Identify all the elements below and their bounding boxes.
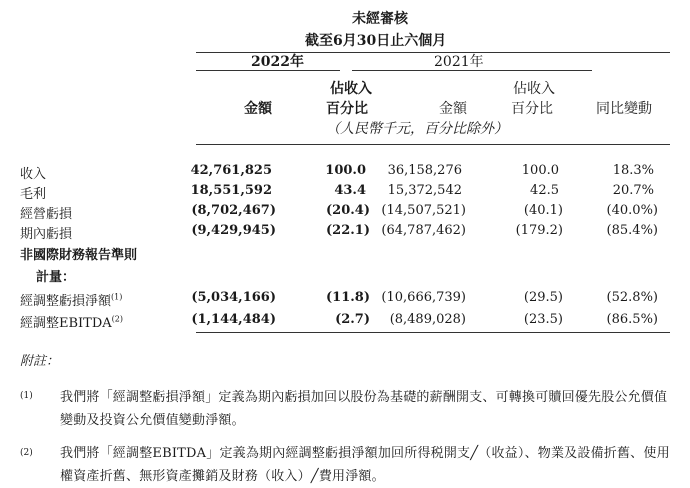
- note-marker-1: (1): [20, 391, 33, 401]
- footnote-ref: (2): [111, 314, 124, 324]
- pct-2022: (20.4): [326, 203, 370, 218]
- row-label: 經調整虧損淨額: [20, 294, 112, 309]
- yoy-change: 20.7%: [612, 183, 654, 198]
- col-pct-2021-line2: 百分比: [511, 101, 553, 117]
- non-ifrs-heading-cont: 計量：: [36, 270, 76, 285]
- row-label: 期內虧損: [20, 227, 73, 242]
- pct-2021: (179.2): [515, 223, 563, 238]
- row-label: 經調整EBITDA: [20, 316, 112, 331]
- unit-note: （人民幣千元，百分比除外）: [326, 121, 508, 137]
- pct-2021: (40.1): [523, 203, 563, 218]
- notes-heading: 附註：: [20, 354, 60, 369]
- amount-2022: 42,761,825: [190, 163, 272, 178]
- col-pct-2022-line2: 百分比: [326, 101, 368, 117]
- amount-2021: (10,666,739): [381, 290, 466, 305]
- pct-2021: (23.5): [523, 312, 563, 327]
- yoy-change: (52.8%): [606, 290, 658, 305]
- pct-2022: (11.8): [326, 290, 370, 305]
- yoy-change: 18.3%: [612, 163, 654, 178]
- row-label: 毛利: [20, 187, 47, 202]
- col-yoy: 同比變動: [596, 101, 652, 117]
- row-label: 經營虧損: [20, 207, 73, 222]
- pct-2021: 100.0: [521, 163, 559, 178]
- pct-2022: (22.1): [326, 223, 370, 238]
- note-marker-2: (2): [20, 448, 33, 458]
- header-period: 截至6月30日止六個月: [305, 33, 447, 49]
- year-2022: 2022年: [251, 54, 304, 70]
- yoy-change: (40.0%): [606, 203, 658, 218]
- amount-2022: 18,551,592: [190, 183, 272, 198]
- amount-2022: (9,429,945): [191, 223, 276, 238]
- note-1-text: 我們將「經調整虧損淨額」定義為期內虧損加回以股份為基礎的薪酬開支、可轉換可贖回優先股公允價值變動及投資公允價值變動淨額。: [60, 390, 668, 428]
- col-amount-2022: 金額: [244, 101, 272, 117]
- amount-2021: (8,489,028): [389, 312, 466, 327]
- pct-2021: 42.5: [530, 183, 559, 198]
- amount-2022: (8,702,467): [191, 203, 276, 218]
- non-ifrs-heading: 非國際財務報告準則: [20, 248, 138, 263]
- pct-2021: (29.5): [523, 290, 563, 305]
- table-top-rule: [196, 144, 670, 145]
- footnote-ref: (1): [111, 292, 123, 302]
- header-unaudited: 未經審核: [352, 11, 408, 27]
- amount-2021: 36,158,276: [387, 163, 462, 178]
- amount-2021: (64,787,462): [381, 223, 466, 238]
- pct-2022: 43.4: [334, 183, 366, 198]
- col-amount-2021: 金額: [439, 101, 467, 117]
- pct-2022: (2.7): [335, 312, 370, 327]
- col-pct-2021-line1: 佔收入: [513, 81, 555, 97]
- note-2-text: 我們將「經調整EBITDA」定義為期內經調整虧損淨額加回所得税開支╱（收益）、物業及設備折舊、使用權資產折舊、無形資產攤銷及財務（收入）╱費用淨額。: [60, 446, 670, 484]
- amount-2021: 15,372,542: [387, 183, 462, 198]
- year-2021: 2021年: [434, 54, 484, 70]
- table-bottom-rule: [196, 332, 670, 333]
- col-pct-2022-line1: 佔收入: [330, 81, 372, 97]
- amount-2022: (5,034,166): [191, 290, 276, 305]
- year-2022-rule: [196, 70, 340, 71]
- amount-2022: (1,144,484): [191, 312, 276, 327]
- year-2021-rule: [352, 70, 592, 71]
- row-label: 收入: [20, 167, 47, 182]
- yoy-change: (85.4%): [606, 223, 658, 238]
- yoy-change: (86.5%): [606, 312, 658, 327]
- amount-2021: (14,507,521): [381, 203, 466, 218]
- pct-2022: 100.0: [325, 163, 366, 178]
